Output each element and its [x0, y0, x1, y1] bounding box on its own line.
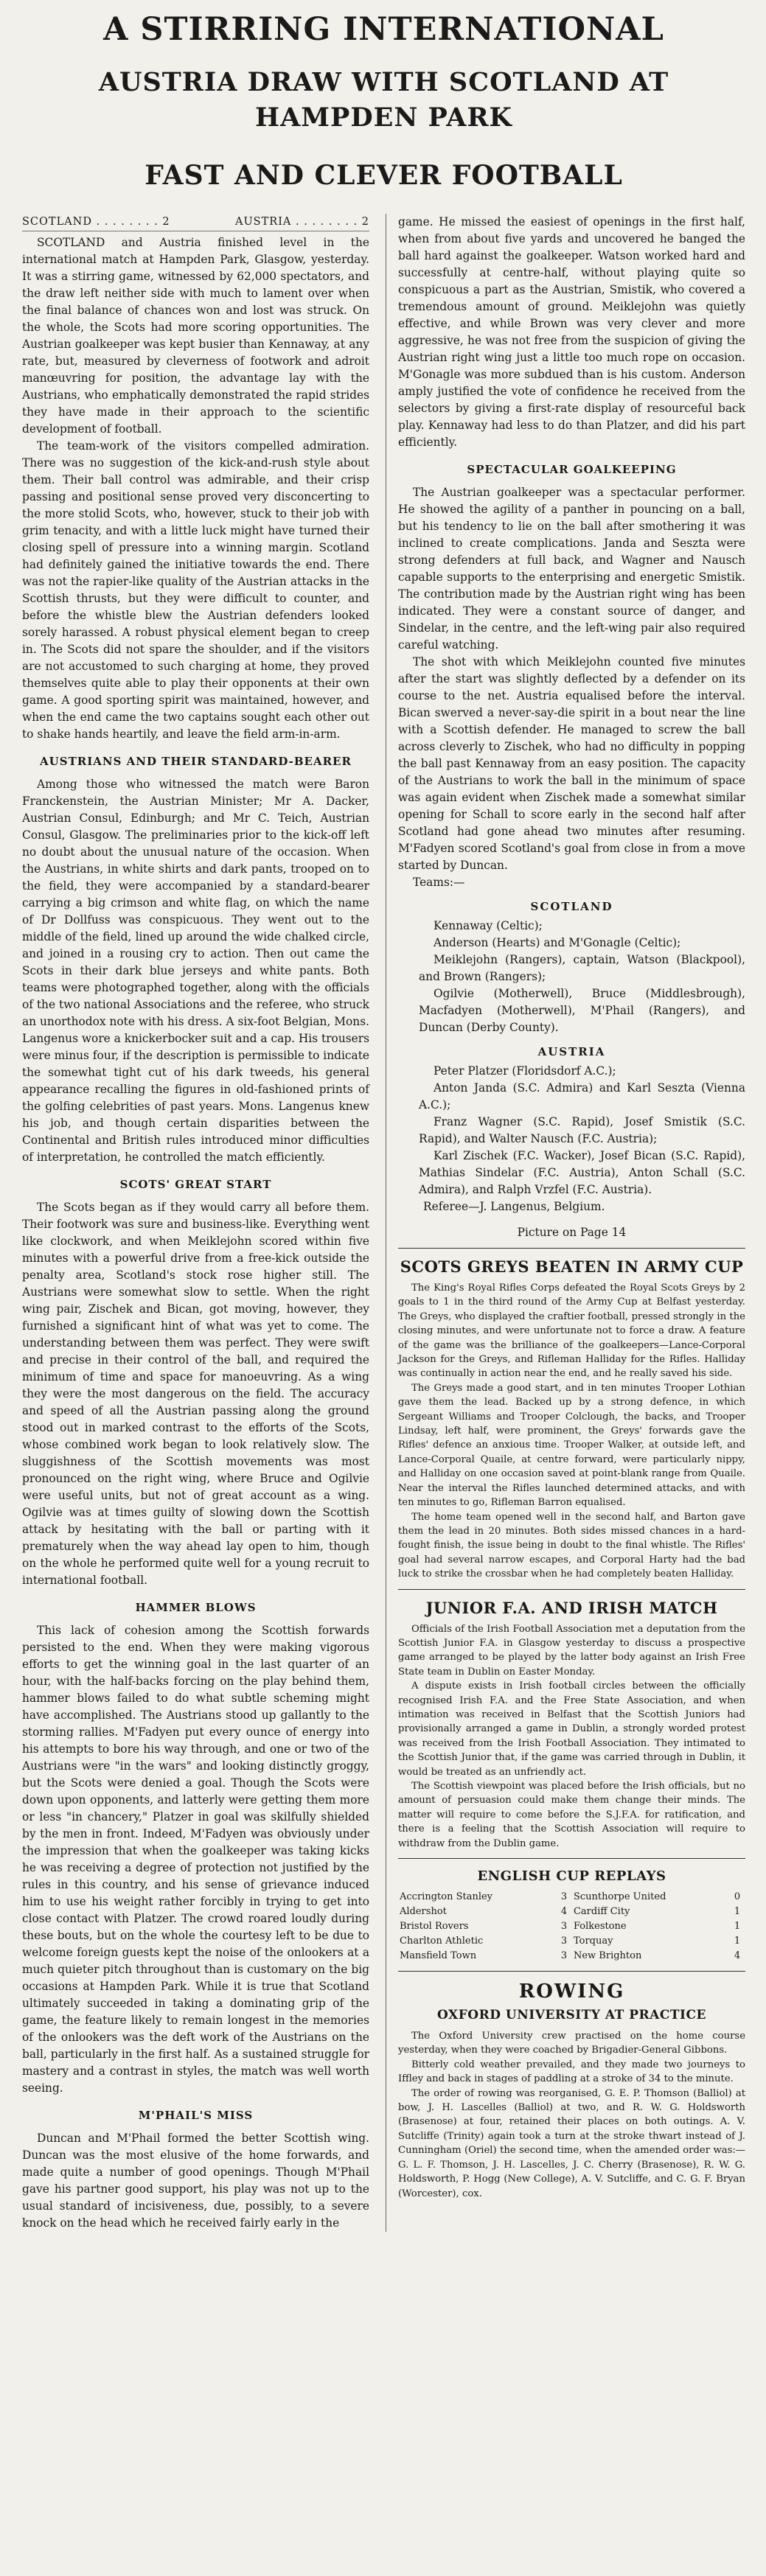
- cup-results-table: [398, 1890, 745, 1964]
- section-divider: [398, 1248, 745, 1249]
- teams-label: Teams:—: [413, 876, 465, 889]
- scots-greys-headline: SCOTS GREYS BEATEN IN ARMY CUP: [400, 1257, 744, 1276]
- goals-paragraph: The shot with which Meiklejohn counted five minutes after the start was slightly deflected by a defender on its course to the net. Austria equalised before the interval. Bican swerved a never-say-die spirit in a bout near the line with a Scottish defender. He managed to screw the ball across cleverly to Zischek, who had no difficulty in popping the ball past Kennaway from an easy position. The capacity of the Austrians to work the ball in the minimum of space was again evident when Zischek made a somewhat similar opening for Schall to score early in the second half after Scotland had gone ahead two minutes after resuming. M'Fadyen scored Scotland's goal from close in from a move started by Duncan.: [398, 655, 745, 872]
- mphails-miss-paragraph: Duncan and M'Phail formed the better Scottish wing. Duncan was the most elusive of the home forwards, and made quite a number of good openings. Though M'Phail gave his partner good support, his play was not up to the usual standard of incisiveness, due, possibly, to a severe knock on the head which he received fairly early in the: [22, 2132, 369, 2230]
- austria-line: Anton Janda (S.C. Admira) and Karl Seszta (Vienna A.C.);: [419, 1081, 745, 1111]
- oxford-headline: OXFORD UNIVERSITY AT PRACTICE: [437, 2008, 706, 2023]
- junior-fa-paragraph: The Scottish viewpoint was placed before the Irish officials, but no amount of persuasion could make them change their minds. The matter will require to come before the S.J.F.A. for ratification, and there is a feeling that the Scottish Association will require to withdraw from the Dublin game.: [398, 1781, 745, 1849]
- austria-line: Peter Platzer (Floridsdorf A.C.);: [434, 1064, 616, 1078]
- austria-line: Karl Zischek (F.C. Wacker), Josef Bican (S.C. Rapid), Mathias Sindelar (F.C. Austria), Anton Schall (S.C. Admira), and Ralph Vrzfel (F.C. Austria).: [419, 1149, 745, 1196]
- oxford-paragraph: Bitterly cold weather prevailed, and they made two journeys to Iffley and back in stages of paddling at a stroke of 34 to the minute.: [398, 2059, 745, 2085]
- score-line: [22, 214, 369, 231]
- scots-greys-paragraph: The King's Royal Rifles Corps defeated the Royal Scots Greys by 2 goals to 1 in the third round of the Army Cup at Belfast yesterday. The Greys, who displayed the craftier football, pressed strongly in the closing minutes, and were unfortunate not to force a draw. A feature of the game was the brilliance of the goalkeepers—Lance-Corporal Jackson for the Greys, and Rifleman Halliday for the Rifles. Halliday was continually in action near the end, and he really saved his side.: [398, 1282, 745, 1380]
- scotland-line: Ogilvie (Motherwell), Bruce (Middlesbrough), Macfadyen (Motherwell), M'Phail (Rangers), and Duncan (Derby County).: [419, 987, 745, 1034]
- intro-paragraph: SCOTLAND and Austria finished level in the international match at Hampden Park, Glasgow, yesterday. It was a stirring game, witnessed by 62,000 spectators, and the draw left neither side with much to lament over when the final balance of chances won and lost was struck. On the whole, the Scots had more scoring opportunities. The Austrian goalkeeper was kept busier than Kennaway, at any rate, but, measured by cleverness of footwork and adroit manœuvring for position, the advantage lay with the Austrians, who emphatically demonstrated the rapid strides they have made in their approach to the scientific development of football.: [22, 236, 369, 436]
- article-columns: [22, 214, 745, 2232]
- scotland-line: Meiklejohn (Rangers), captain, Watson (Blackpool), and Brown (Rangers);: [419, 953, 745, 983]
- hammer-blows-paragraph: This lack of cohesion among the Scottish forwards persisted to the end. When they were making vigorous efforts to get the winning goal in the last quarter of an hour, with the half-backs forcing on the play behind them, hammer blows failed to do what subtle scheming might have accomplished. The Austrians stood up gallantly to the storming rallies. M'Fadyen put every ounce of energy into his attempts to bore his way through, and one or two of the Austrians were "in the wars" and looking distinctly groggy, but the Scots were denied a goal. Though the Scots were down upon opponents, and latterly were getting them more or less "in chancery," Platzer in goal was skilfully shielded by the men in front. Indeed, M'Fadyen was obviously under the impression that when the goalkeeper was taking kicks he was receiving a degree of protection not justified by the rules in this country, and his sense of grievance induced him to use his weight rather forcibly in trying to get into close contact with Platzer. The crowd roared loudly during these bouts, but on the whole the courtesy left to be due to welcome foreign guests kept the noise of the onlookers at a much quieter pitch throughout than is customary on the big occasions at Hampden Park. While it is true that Scotland ultimately succeeded in taking a dominating grip of the game, the feature likely to remain longest in the memories of the onlookers was the deft work of the Austrians on the ball, particularly in the first half. As a sustained struggle for mastery and a contrast in styles, the match was well worth seeing.: [22, 1624, 369, 2095]
- table-row: Accrington Stanley 3 Scunthorpe United 0: [400, 1891, 741, 1903]
- sub-headline: AUSTRIA DRAW WITH SCOTLAND AT HAMPDEN PARK: [98, 67, 669, 133]
- referee-line: Referee—J. Langenus, Belgium.: [423, 1200, 605, 1213]
- deck-headline: FAST AND CLEVER FOOTBALL: [145, 160, 623, 191]
- austria-line: Franz Wagner (S.C. Rapid), Josef Smistik (S.C. Rapid), and Walter Nausch (F.C. Austria);: [419, 1115, 745, 1145]
- scotland-line: Kennaway (Celtic);: [434, 919, 543, 932]
- away-team: AUSTRIA . . . . . . . . 2: [234, 216, 369, 228]
- oxford-paragraph: The Oxford University crew practised on the home course yesterday, when they were coached by Brigadier-General Gibbons.: [398, 2031, 745, 2056]
- great-start-paragraph: The Scots began as if they would carry all before them. Their footwork was sure and business-like. Everything went like clockwork, and when Meiklejohn scored within five minutes with a powerful drive from a free-kick outside the penalty area, Scotland's stock rose higher still. The Austrians were somewhat slow to settle. When the right wing pair, Zischek and Bican, got moving, however, they furnished a significant hint of what was yet to come. The understanding between them was perfect. They were swift and precise in their control of the ball, and required the minimum of time and space for manoeuvring. As a wing they were the most dangerous on the field. The accuracy and speed of all the Austrian passing along the ground stood out in marked contrast to the efforts of the Scots, whose combined work began to look relatively slow. The sluggishness of the Scottish movements was most pronounced on the right wing, where Bruce and Ogilvie were useful units, but not of great account as a wing. Ogilvie was at times guilty of slowing down the Scottish attack by hesitating with the ball or parting with it prematurely when the way ahead lay open to him, though on the whole he performed quite well for a young recruit to international football.: [22, 1201, 369, 1587]
- column-right: [386, 214, 745, 2232]
- subhead-standard-bearer: AUSTRIANS AND THEIR STANDARD-BEARER: [40, 755, 352, 768]
- junior-fa-paragraph: A dispute exists in Irish football circles between the officially recognised Irish F.A. and the Free State Association, and when intimation was received in Belfast that the Scottish Juniors had provisionally arranged a game in Dublin, a strongly worded protest was received from the Irish Football Association. They intimated to the Scottish Junior that, if the game was carried through in Dublin, it would be treated as an unfriendly act.: [398, 1680, 745, 1778]
- section-divider: [398, 1971, 745, 1972]
- scots-greys-paragraph: The home team opened well in the second half, and Barton gave them the lead in 20 minutes. Both sides missed chances in a hard-fought finish, the issue being in doubt to the final whistle. The Rifles' goal had several narrow escapes, and Corporal Harty had the bad luck to strike the crossbar when he had completely beaten Halliday.: [398, 1511, 745, 1580]
- rowing-headline: ROWING: [518, 1980, 625, 2003]
- table-row: Mansfield Town 3 New Brighton 4: [400, 1950, 741, 1962]
- goalkeeping-paragraph: The Austrian goalkeeper was a spectacular performer. He showed the agility of a panther in pouncing on a ball, but his tendency to lie on the ball after smothering it was inclined to create complications. Janda and Seszta were strong defenders at full back, and Wagner and Nausch capable supports to the enterprising and energetic Smistik. The contribution made by the Austrian right wing has been indicated. They were a constant source of danger, and Sindelar, in the centre, and the left-wing pair also required careful watching.: [398, 486, 745, 652]
- table-row: Bristol Rovers 3 Folkestone 1: [400, 1921, 741, 1933]
- subhead-hammer-blows: HAMMER BLOWS: [135, 1601, 257, 1614]
- table-row: Aldershot 4 Cardiff City 1: [400, 1906, 741, 1918]
- section-divider: [398, 1858, 745, 1859]
- junior-fa-paragraph: Officials of the Irish Football Association met a deputation from the Scottish Junior F.A. in Glasgow yesterday to discuss a prospective game arranged to be played by the latter body against an Irish Free State team in Dublin on Easter Monday.: [398, 1623, 745, 1678]
- scotland-team-heading: SCOTLAND: [530, 900, 613, 913]
- english-cup-headline: ENGLISH CUP REPLAYS: [477, 1868, 666, 1885]
- section-divider: [398, 1589, 745, 1590]
- scots-greys-article: [398, 1281, 745, 1582]
- scotland-line: Anderson (Hearts) and M'Gonagle (Celtic);: [434, 936, 681, 949]
- austria-team-heading: AUSTRIA: [537, 1045, 606, 1058]
- oxford-paragraph: The order of rowing was reorganised, G. E. P. Thomson (Balliol) at bow, J. H. Lascelles (Balliol) at two, and R. W. G. Holdsworth (Brasenose) at four, retained their places on both outings. A. V. Sutcliffe (Trinity) again took a turn at the stroke thwart instead of J. Cunningham (Oriel) the second time, when the amended order was:— G. L. F. Thomson, J. H. Lascelles, J. C. Cherry (Brasenose), R. W. G. Holdsworth, P. Hogg (New College), A. V. Sutcliffe, and C. G. F. Bryan (Worcester), cox.: [398, 2087, 745, 2199]
- junior-fa-article: [398, 1622, 745, 1851]
- picture-reference: Picture on Page 14: [517, 1226, 627, 1239]
- preliminaries-paragraph: Among those who witnessed the match were Baron Franckenstein, the Austrian Minister; Mr A. Dacker, Austrian Consul, Edinburgh; and Mr C. Teich, Austrian Consul, Glasgow. The preliminaries prior to the kick-off left no doubt about the unusual nature of the occasion. When the Austrians, in white shirts and dark pants, trooped on to the field, they were accompanied by a standard-bearer carrying a big crimson and white flag, on which the name of Dr Dollfuss was conspicuous. They went out to the middle of the field, lined up around the wide chalked circle, and joined in a rousing cry to action. Then out came the Scots in their dark blue jerseys and white pants. Both teams were photographed together, along with the officials of the two national Associations and the referee, who struck an unorthodox note with his dress. A six-foot Belgian, Mons. Langenus wore a knickerbocker suit and a cap. His trousers were minus four, if the description is permissible to indicate the somewhat tight cut of his dark tweeds, his general appearance recalling the figures in old-fashioned prints of the golfing celebrities of past years. Mons. Langenus knew his job, and though certain disparities between the Continental and British rules introduced minor difficulties of interpretation, he controlled the match efficiently.: [22, 778, 370, 1164]
- teamwork-paragraph: The team-work of the visitors compelled admiration. There was no suggestion of the kick-and-rush style about them. Their ball control was admirable, and their crisp passing and positional sense proved very disconcerting to the more stolid Scots, who, however, stuck to their job with grim tenacity, and with a little luck might have turned their closing spell of pressure into a winning margin. Scotland had definitely gained the initiative towards the end. There was not the rapier-like quality of the Austrian attacks in the Scottish thrusts, but they were difficult to counter, and before the whistle blew the Austrian defenders looked sorely harassed. A robust physical element began to creep in. The Scots did not spare the shoulder, and if the visitors are not accustomed to such charging at home, they proved themselves quite able to play their opponents at their own game. A good sporting spirit was maintained, however, and when the end came the two captains sought each other out to shake hands heartily, and leave the field arm-in-arm.: [22, 439, 369, 741]
- table-row: Charlton Athletic 3 Torquay 1: [400, 1936, 741, 1947]
- oxford-article: [398, 2029, 745, 2201]
- main-headline: A STIRRING INTERNATIONAL: [103, 11, 664, 48]
- scots-greys-paragraph: The Greys made a good start, and in ten minutes Trooper Lothian gave them the lead. Backed up by a strong defence, in which Sergeant Williams and Trooper Colclough, the backs, and Trooper Lindsay, left half, were prominent, the Greys' forwards gave the Rifles' defence an anxious time. Trooper Walker, at outside left, and Lance-Corporal Quaile, at centre forward, were particularly nippy, and Halliday on one occasion saved at point-blank range from Quaile. Near the interval the Rifles launched determined attacks, and with ten minutes to go, Rifleman Barron equalised.: [398, 1382, 745, 1509]
- column-left: [22, 214, 369, 2232]
- subhead-mphails-miss: M'PHAIL'S MISS: [138, 2109, 254, 2122]
- junior-fa-headline: JUNIOR F.A. AND IRISH MATCH: [425, 1598, 718, 1617]
- continued-paragraph: game. He missed the easiest of openings in the first half, when from about five yards and uncovered he banged the ball hard against the goalkeeper. Watson worked hard and successfully at centre-half, without playing quite so conspicuous a part as the Austrian, Smistik, who covered a tremendous amount of ground. Meiklejohn was quietly effective, and while Brown was very clever and more aggressive, he was not free from the suspicion of giving the Austrian right wing just a little too much rope on occasion. M'Gonagle was more subdued than is his custom. Anderson amply justified the vote of confidence he received from the selectors by giving a first-rate display of resourceful back play. Kennaway had less to do than Platzer, and did his part efficiently.: [398, 215, 745, 449]
- subhead-goalkeeping: SPECTACULAR GOALKEEPING: [467, 463, 677, 476]
- subhead-great-start: SCOTS' GREAT START: [119, 1178, 272, 1191]
- home-team: SCOTLAND . . . . . . . . 2: [22, 216, 170, 228]
